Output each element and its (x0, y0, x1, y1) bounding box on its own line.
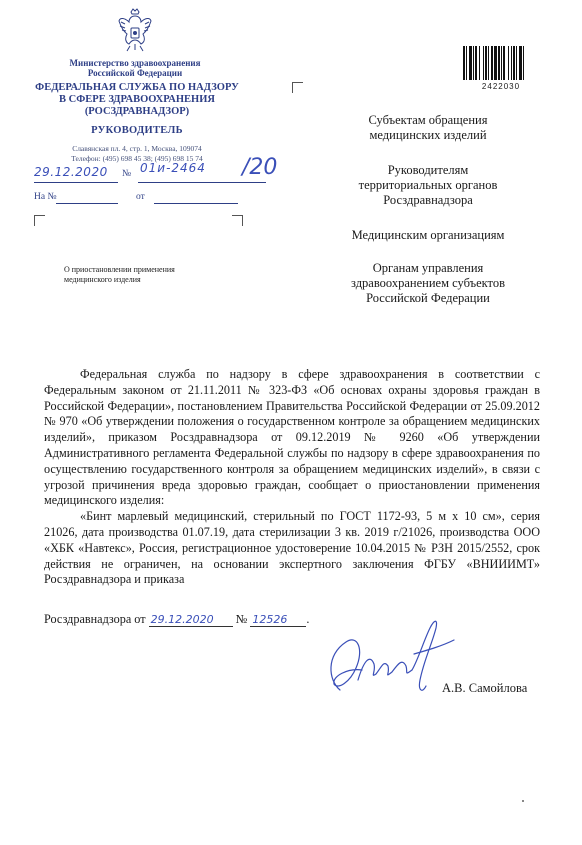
barcode-bar (494, 46, 497, 80)
barcode-bar (519, 46, 522, 80)
subject-corner-right (232, 215, 243, 226)
ref-no-label: На № (34, 192, 57, 202)
barcode-bar (485, 46, 487, 80)
subject-corner-left (34, 215, 45, 226)
addressee-line: Российской Федерации (366, 291, 490, 305)
russian-coat-of-arms-icon (118, 8, 152, 54)
head-title: РУКОВОДИТЕЛЬ (91, 125, 183, 136)
barcode-bar (513, 46, 515, 80)
date-underline (34, 182, 118, 183)
barcode-bar (475, 46, 477, 80)
agency-line-3: (РОСЗДРАВНАДЗОР) (84, 106, 190, 117)
barcode-bar (483, 46, 484, 80)
agency-line-1: ФЕДЕРАЛЬНАЯ СЛУЖБА ПО НАДЗОРУ (35, 82, 239, 93)
barcode-bar (523, 46, 524, 80)
subject-line-1: О приостановлении применения (64, 265, 175, 274)
ministry-line-2: Российской Федерации (87, 68, 183, 78)
addressee-line: территориальных органов (358, 178, 498, 192)
letter-subject (64, 265, 224, 285)
addressee-block (308, 261, 548, 306)
barcode-bar (501, 46, 502, 80)
addressee-corner (292, 82, 303, 93)
signer-name: А.В. Самойлова (442, 681, 528, 695)
letter-body (44, 367, 540, 588)
decree-number: 12526 (250, 613, 306, 627)
barcode-number: 2422030 (481, 82, 521, 91)
barcode-bar (498, 46, 500, 80)
barcode-bar (479, 46, 480, 80)
registration-number-suffix: /20 (242, 155, 278, 180)
subject-line-2: медицинского изделия (64, 275, 141, 284)
barcode-bar (503, 46, 505, 80)
body-paragraph-1: Федеральная служба по надзору в сфере здравоохранения в соответствии с Федеральным законом от 21.11.2011 № 323-ФЗ «Об основах охраны здоровья граждан в Российской Федерации», постановлением Правительства Российской Федерации от 25.09.2012 № 970 «Об утверждении положения о государственном контроле за обращением медицинских изделий», приказом Росздравнадзора от 09.12.2019 № 9260 «Об утверждении Административного регламента Федеральной службы по надзору в сфере здравоохранения по осуществлению государственного контроля за обращением медицинских изделий», в связи с угрозой причинения вреда здоровью граждан, сообщает о приостановлении применения медицинского изделия: (44, 367, 540, 508)
barcode-bar (473, 46, 474, 80)
addressee-line: медицинских изделий (369, 128, 487, 142)
addressee-line: Росздравнадзора (383, 193, 473, 207)
registration-date: 29.12.2020 (34, 165, 108, 179)
addressee-block (308, 228, 548, 243)
addressee-block (308, 163, 548, 208)
barcode-icon (462, 46, 540, 80)
decree-end: . (306, 612, 310, 626)
ref-no-underline (56, 203, 118, 204)
handwritten-signature-icon (318, 610, 458, 702)
agency-address (30, 144, 244, 164)
ministry-name (40, 58, 230, 78)
address-line-1: Славянская пл. 4, стр. 1, Москва, 109074 (72, 144, 202, 153)
agency-name (30, 82, 244, 118)
barcode-bar (491, 46, 493, 80)
decree-prefix: Росздравнадзора от (44, 612, 146, 626)
decree-line (44, 612, 309, 632)
scan-speck (522, 800, 524, 802)
addressee-line: Руководителям (387, 163, 469, 177)
barcode-bar (469, 46, 472, 80)
ref-from-underline (154, 203, 238, 204)
barcode-bar (466, 46, 467, 80)
addressee-line: Субъектам обращения (368, 113, 488, 127)
registration-no-label: № (122, 169, 132, 179)
barcode-bar (463, 46, 465, 80)
registration-number: 01и-2464 (140, 161, 206, 175)
addressee-line: здравоохранением субъектов (350, 276, 505, 290)
barcode-bar (516, 46, 517, 80)
agency-line-2: В СФЕРЕ ЗДРАВООХРАНЕНИЯ (59, 94, 215, 105)
barcode-bar (511, 46, 512, 80)
decree-no-label: № (235, 612, 248, 626)
reference-line (34, 192, 244, 206)
addressee-line: Органам управления (372, 261, 484, 275)
addressee-line: Медицинским организациям (351, 228, 505, 242)
barcode-bar (488, 46, 489, 80)
address-line-2: Телефон: (495) 698 45 38; (495) 698 15 74 (71, 154, 203, 163)
ministry-line-1: Министерство здравоохранения (69, 58, 201, 68)
barcode-bar (508, 46, 509, 80)
body-paragraph-2: «Бинт марлевый медицинский, стерильный по ГОСТ 1172-93, 5 м х 10 см», серия 21026, дата производства 01.07.19, дата стерилизации 3 кв. 2019 г/21026, производства ООО «ХБК «Навтекс», Россия, регистрационное удостоверение 10.04.2015 № РЗН 2015/2552, срок действия не ограничен, на основании экспертного заключения ФГБУ «ВНИИИМТ» Росздравнадзора и приказа (44, 509, 540, 587)
ref-from-label: от (136, 192, 145, 202)
addressee-block (308, 113, 548, 143)
number-underline (138, 182, 266, 183)
decree-date: 29.12.2020 (149, 613, 233, 627)
